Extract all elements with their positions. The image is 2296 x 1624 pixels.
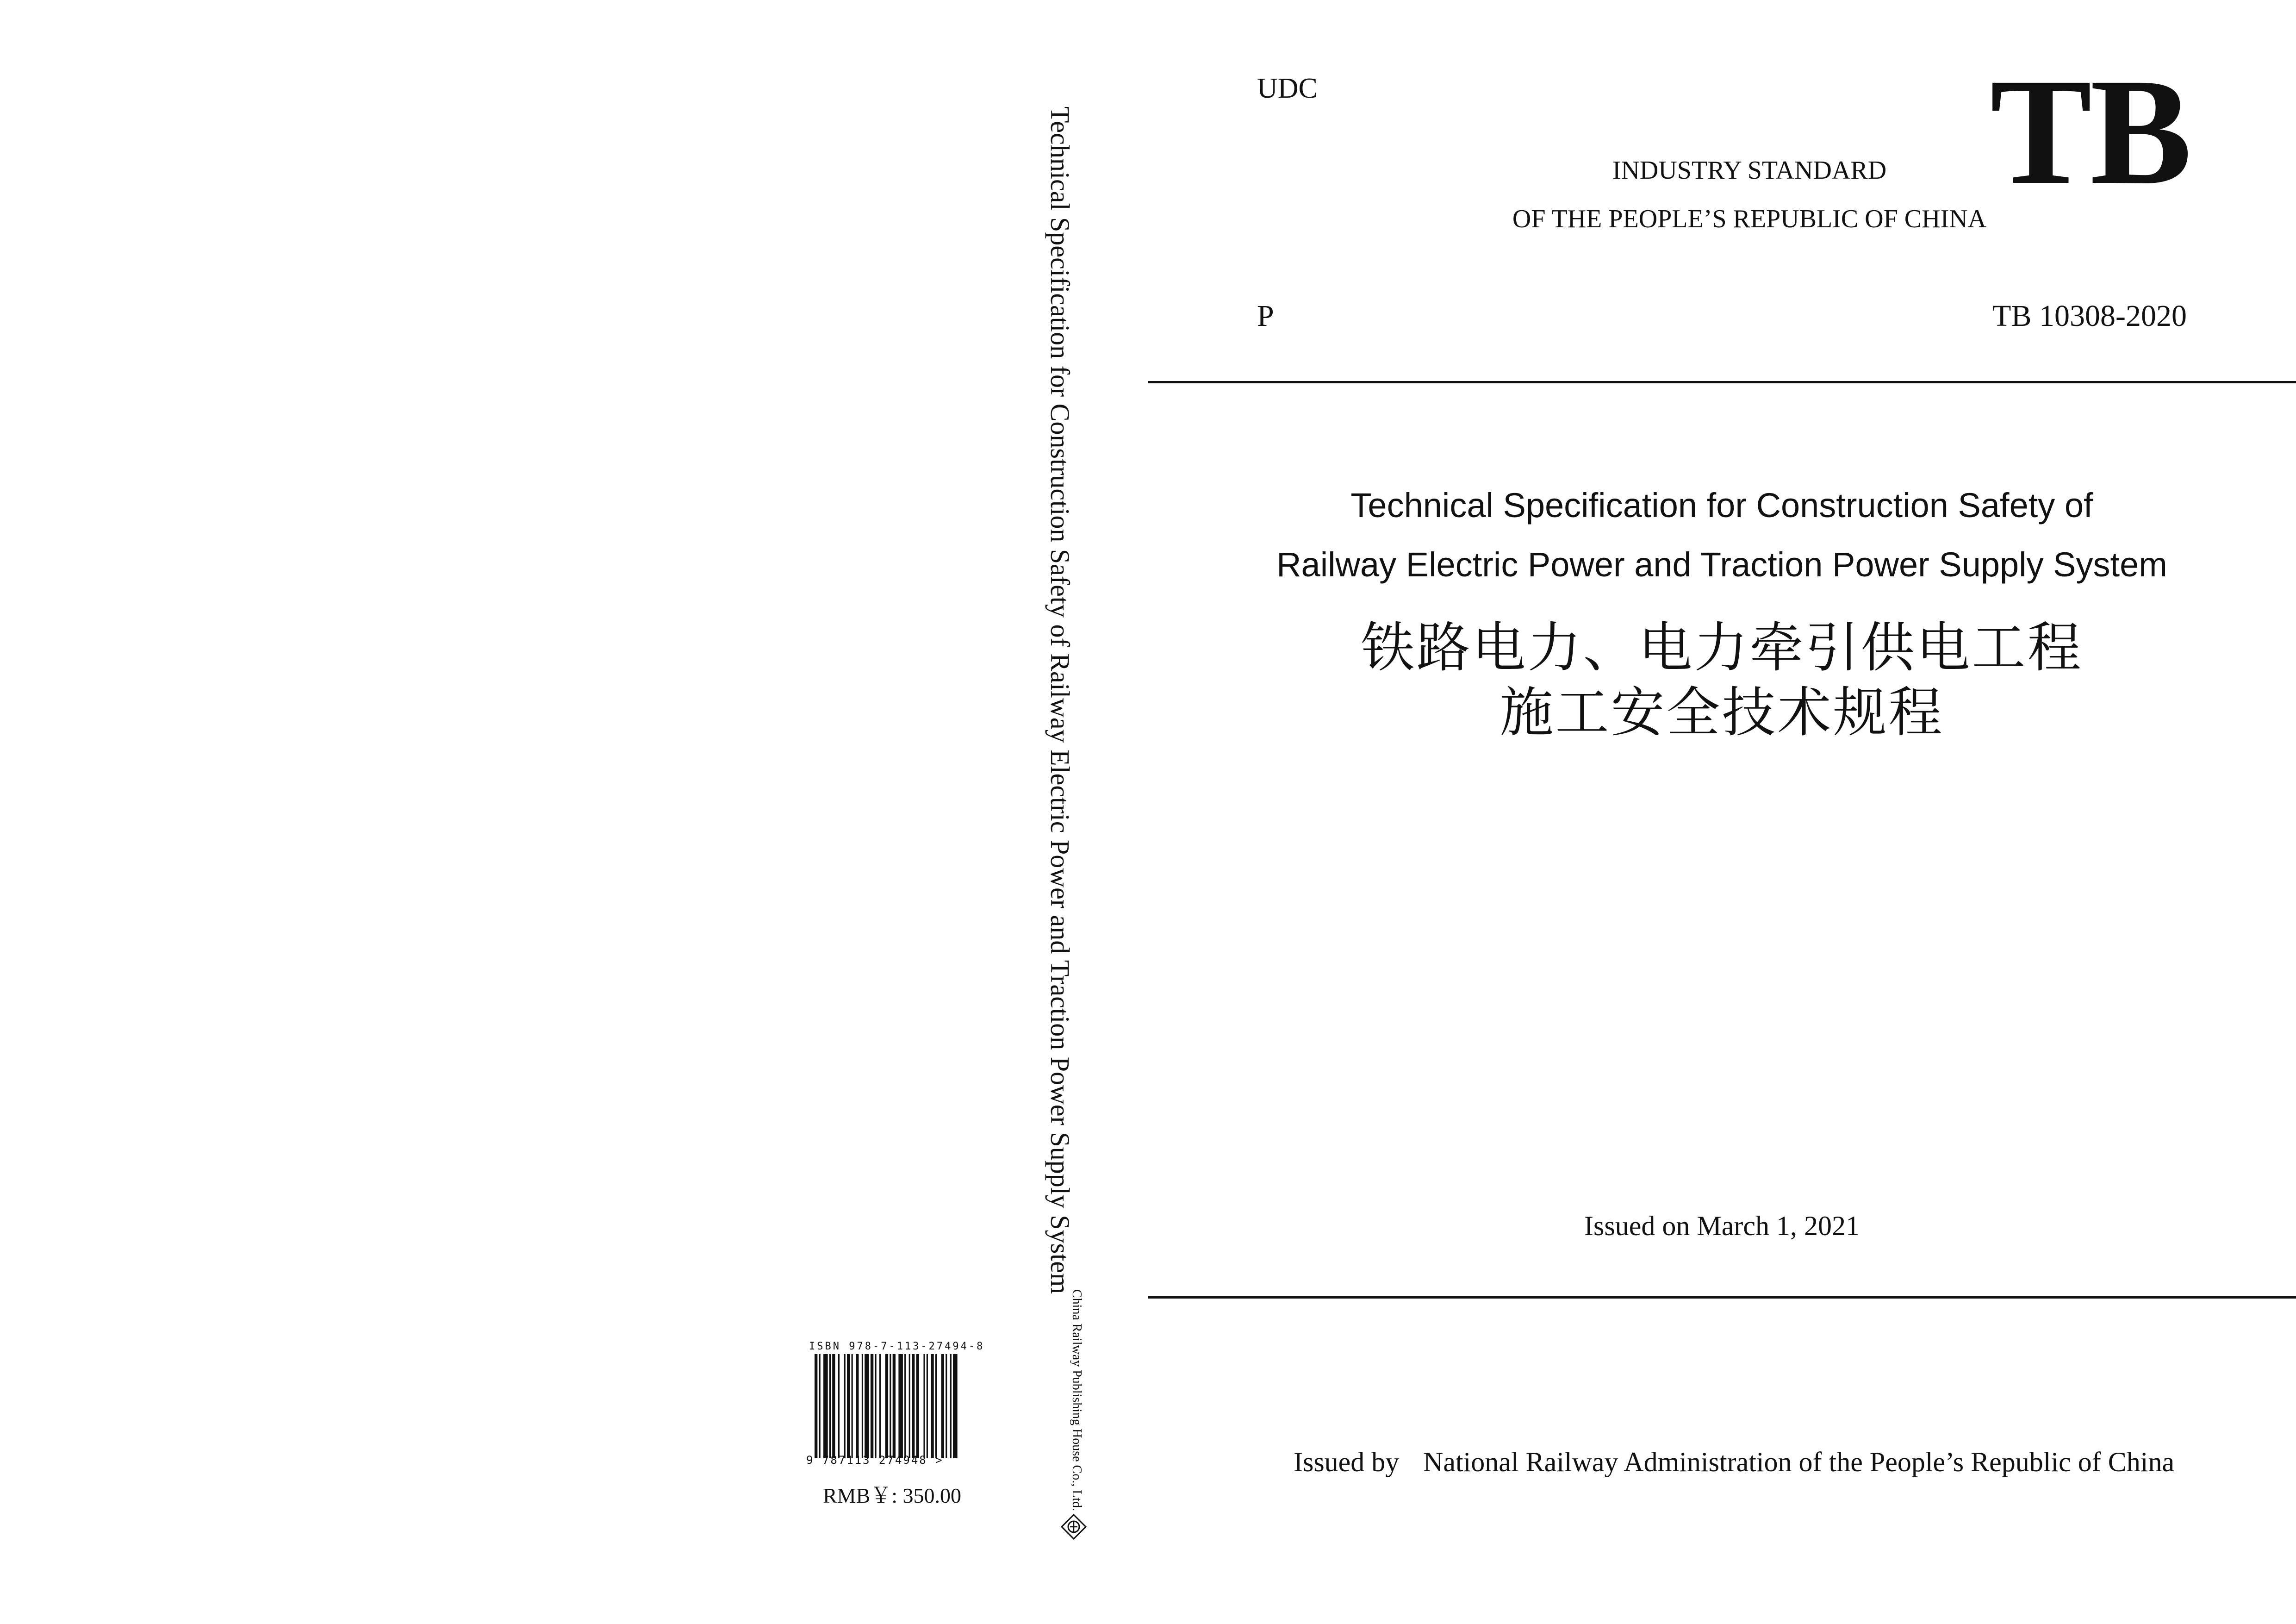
title-cn-line1: 铁路电力、电力牵引供电工程 <box>1361 617 2083 679</box>
classification-code: P <box>1257 299 1274 333</box>
price-label: RMB￥: 350.00 <box>823 1484 962 1507</box>
spine-publisher: China Railway Publishing House Co., Ltd. <box>1070 1289 1084 1512</box>
udc-label: UDC <box>1257 73 1318 104</box>
spine-title: Technical Specification for Construction Safety of Railway Electric Power and Traction Power Supply System <box>1045 106 1075 1294</box>
issue-date: Issued on March 1, 2021 <box>1584 1211 1860 1241</box>
tb-logo: TB <box>1990 47 2190 216</box>
publisher-logo-icon <box>1060 1513 1088 1541</box>
issuer-name: National Railway Administration of the People’s Republic of China <box>1423 1447 2175 1477</box>
barcode-digits: 9 787113 274948 > <box>806 1454 944 1467</box>
title-en-line1: Technical Specification for Construction Safety of <box>1350 486 2093 525</box>
issued-by-label: Issued by <box>1294 1447 1400 1477</box>
title-en-line2: Railway Electric Power and Traction Power Supply System <box>1276 545 2167 584</box>
top-divider <box>1148 381 2296 383</box>
country-heading: OF THE PEOPLE’S REPUBLIC OF CHINA <box>1512 205 1987 233</box>
barcode <box>815 1354 960 1458</box>
standard-number: TB 10308-2020 <box>1992 299 2187 333</box>
bottom-divider <box>1148 1296 2296 1299</box>
title-cn-line2: 施工安全技术规程 <box>1500 681 1944 744</box>
industry-standard-heading: INDUSTRY STANDARD <box>1612 156 1887 185</box>
isbn-text: ISBN 978-7-113-27494-8 <box>809 1341 985 1352</box>
